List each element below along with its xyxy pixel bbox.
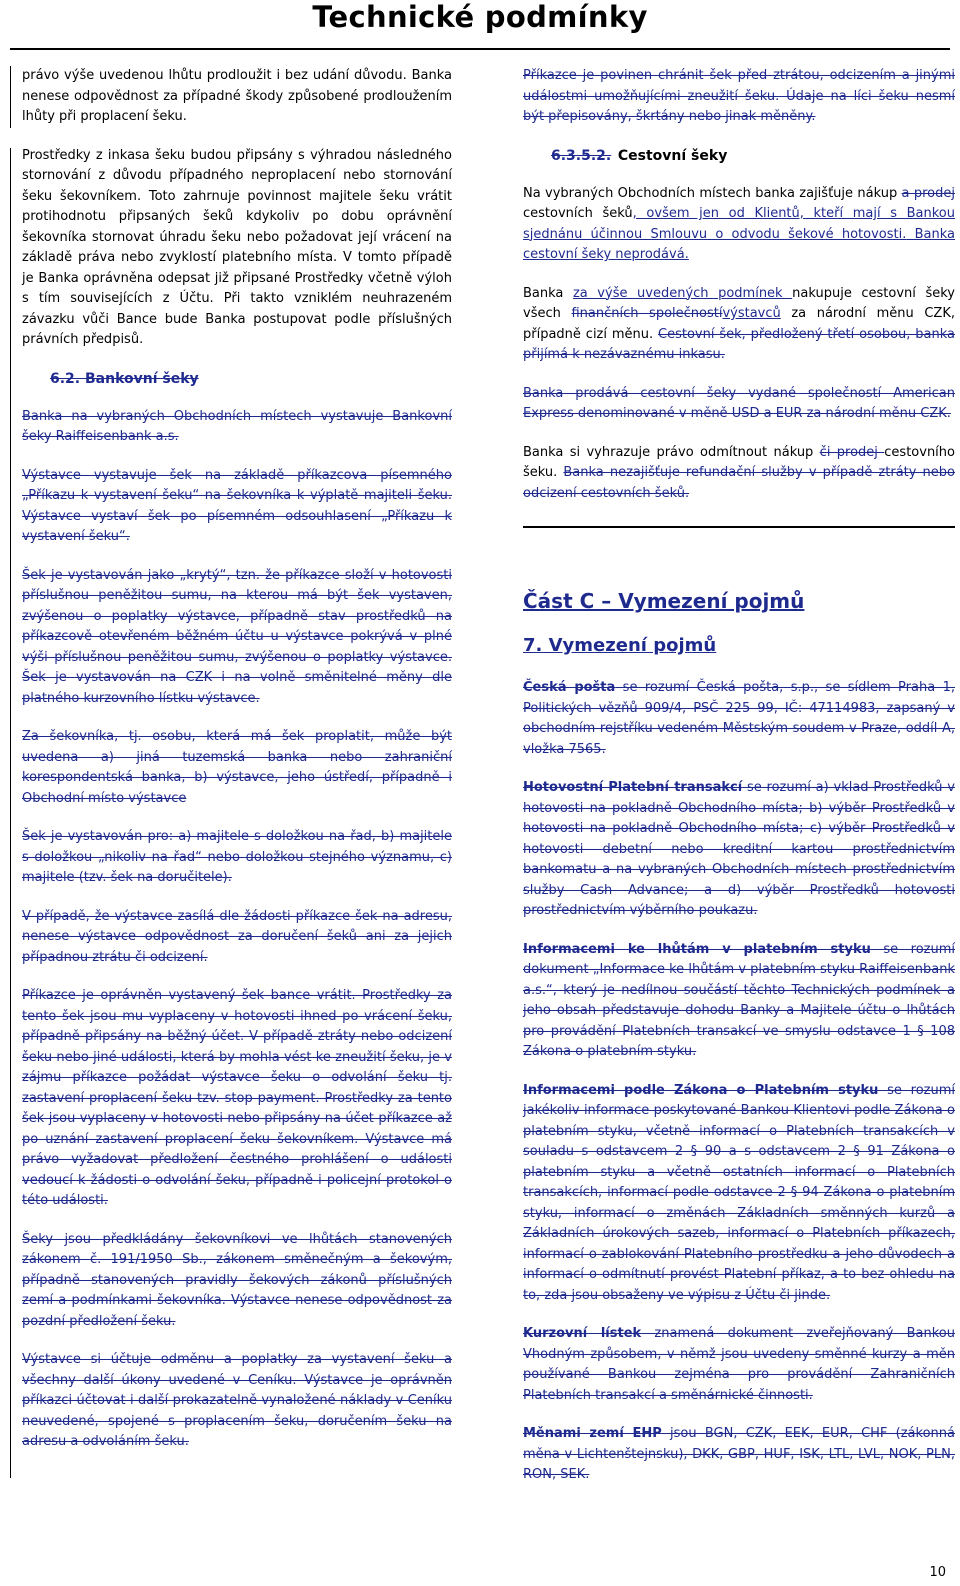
definition bbox=[523, 778, 955, 922]
definition-text: a bbox=[912, 1346, 921, 1362]
paragraph: právo výše uvedenou lhůtu prodloužit i bez udání důvodu. Banka nenese odpovědnost za případné škody způsobené prodloužením lhůty při proplacení šeku. bbox=[22, 68, 452, 124]
section-number: 6.3.5.2. bbox=[551, 147, 612, 164]
definition-term: Česká pošta bbox=[523, 680, 616, 695]
paragraph bbox=[523, 184, 955, 266]
definition bbox=[523, 1324, 955, 1406]
section-heading-6-2: 6.2. Bankovní šeky bbox=[50, 370, 199, 387]
paragraph: Výstavce vystavuje šek na základě příkazcova písemného „Příkazu k vystavení šeku“ na šekovníka k výplatě majiteli šeku. Výstavce vystaví šek po písemném odsouhlasení „Příkazu k vystavení šeku“. bbox=[22, 467, 452, 544]
deleted-text: Banka nezajišťuje refundační služby v případě ztráty nebo odcizení cestovních šeků. bbox=[523, 465, 955, 501]
paragraph: Příkazce je oprávněn vystavený šek bance vrátit. Prostředky za tento šek jsou mu vyplaceny v hotovosti ihned po vrácení šeku, případně připsány na běžný účet. V případě ztráty nebo odcizení šeku nebo jiné události, která by mohla vést ke zneužití šeku, je v zájmu příkazce požádat výstavce šeku o odvolání šeku tj. zastavení proplacení šeku tzv. stop payment. Prostředky za tento šek jsou vyplaceny v hotovosti nebo připsány na účet příkazce až po uznání zastavení proplacení šeku šekovníkem. Výstavce má právo vyžadovat předložení čestného prohlášení o události vedoucí k žádosti o odvolání šeku, případně i policejní protokol o této události. bbox=[22, 988, 452, 1208]
deleted-text: či prodej bbox=[819, 444, 885, 460]
definition-term: Informacemi ke lhůtám v platebním styku bbox=[523, 941, 871, 957]
definition-term: Hotovostní Platební transakcí bbox=[523, 780, 743, 795]
paragraph: Banka prodává cestovní šeky vydané společností American Express denominované v měně USD a EUR za národní měnu CZK. bbox=[523, 385, 955, 421]
definition-term: Informacemi podle Zákona o Platebním styku bbox=[523, 1082, 879, 1098]
deleted-text: finančních společností bbox=[571, 306, 723, 321]
section-title: Cestovní šeky bbox=[617, 147, 728, 164]
paragraph: Prostředky z inkasa šeku budou připsány s výhradou následného stornování z důvodu případného neproplacení nebo stornování šeku šekovníkem. Toto zahrnuje povinnost majitele šeku vrátit protihodnotu připsaných šeků kdykoliv po dobu oprávnění šekovníka stornovat úhradu šeku nebo požadovat její vrácení na základě práva nebo zvyklostí platebního místa. V tomto případě je Banka oprávněna odepsat již připsané Prostředky včetně výloh s tím souvisejících z Účtu. Při takto vzniklém neuhrazeném závazku vůči Bance bude Banka postupovat podle příslušných právních předpisů. bbox=[22, 147, 452, 347]
inserted-text: za výše uvedených podmínek bbox=[572, 285, 793, 301]
paragraph: Banka na vybraných Obchodních místech vystavuje Bankovní šeky Raiffeisenbank a.s. bbox=[22, 408, 452, 444]
paragraph: Příkazce je povinen chránit šek před ztrátou, odcizením a jinými událostmi umožňujícími zneužití šeku. Údaje na líci šeku nesmí být přepisovány, škrtány nebo jinak měněny. bbox=[523, 68, 955, 124]
paragraph: V případě, že výstavce zasílá dle žádosti příkazce šek na adresu, nenese výstavce odpovědnost za doručení šeků ani za jejich případnou ztrátu či odcizení. bbox=[22, 908, 452, 965]
text-run: Banka bbox=[523, 285, 573, 301]
paragraph: Šek je vystavován jako „krytý“, tzn. že příkazce složí v hotovosti příslušnou peněžitou sumu, na kterou má být šek vystaven, zvýšenou o poplatky výstavce, případně stav prostředků na příkazcově otevřeném běžném účtu u výstavce pokrývá v plné výši příslušnou peněžitou sumu, zvýšenou o poplatky výstavce. Šek je vystavován na CZK i na volně směnitelné měny dle platného kurzovního lístku výstavce. bbox=[22, 567, 452, 706]
definition-text: se rozumí Česká pošta, s.p., se sídlem Praha 1, Politických vězňů 909/4, PSČ 225 99, IČ: 47114983, zapsaný v obchodním rejstříku vedeném Městským soudem v Praze, oddíl A, vložka 7565. bbox=[523, 680, 955, 757]
inserted-text: Banka cestovní šeky neprodává. bbox=[523, 226, 956, 262]
deleted-text: Cestovní šek, předložený třetí osobou, banka přijímá k nezávaznému inkasu. bbox=[523, 326, 955, 362]
definition-text: se rozumí a) vklad Prostředků v hotovosti na pokladně Obchodního místa; b) výběr Prostředků v hotovosti na pokladně Obchodního místa; c) výběr Prostředků v hotovosti debetní nebo kreditní kartou prostřednictvím bankomatu a na vybraných Obchodních místech prostřednictvím služby Cash Advance; a d) výběr Prostředků hotovosti prostřednictvím výběrního poukazu. bbox=[523, 780, 955, 918]
definition bbox=[523, 940, 955, 1063]
part-heading: Část C – Vymezení pojmů bbox=[523, 589, 805, 613]
chapter-heading: 7. Vymezení pojmů bbox=[523, 635, 717, 656]
paragraph: Za šekovníka, tj. osobu, která má šek proplatit, může být uvedena a) jiná tuzemská banka nebo zahraniční korespondentská banka, b) výstavce, jeho ústředí, případně i Obchodní místo výstavce bbox=[22, 729, 452, 806]
definition-term: Měnami zemí EHP bbox=[523, 1426, 662, 1441]
definition-text: znamená dokument zveřejňovaný Bankou Vhodným způsobem, v němž jsou uvedeny směnné kurzy bbox=[523, 1326, 955, 1362]
paragraph: Šeky jsou předkládány šekovníkovi ve lhůtách stanovených zákonem č. 191/1950 Sb., zákonem směnečným a šekovým, případně stanovených pravidly šekových zákonů příslušných zemí a podmínkami šekovníka. Výstavce nenese odpovědnost za pozdní předložení šeku. bbox=[22, 1231, 452, 1329]
paragraph bbox=[523, 284, 955, 366]
definition bbox=[523, 1424, 955, 1486]
definition-text: se rozumí jakékoliv informace poskytované Bankou Klientovi podle Zákona o platebním styku, včetně informací o Platebních transakcích v souladu s odstavcem 2 § 90 a s odstavcem 2 § 91 Zákona o platebním styku a včetně ostatních informací o Platebních transakcích, informací podle odstavce 2 § 94 Zákona o platebním styku, informací o změnách Základních směnných kurzů a Základních úrokových sazeb, informací o Platebních příkazech, informací o zablokování Platebního prostředku a jeho důvodech a informací o odmítnutí provést Platební příkaz, a to bez ohledu na to, zda jsou obsaženy ve výpisu z Účtu či jinde. bbox=[523, 1082, 955, 1303]
paragraph bbox=[523, 443, 955, 505]
section-heading-6-3-5-2 bbox=[551, 146, 955, 166]
definition-text: jsou BGN, CZK, EEK, EUR, CHF (zákonná měna v Lichtenštejnsku), DKK, GBP, HUF, ISK, LTL, LVL, NOK, PLN, RON, SEK. bbox=[523, 1426, 955, 1482]
inserted-text: , ovšem jen od Klientů, kteří mají s Bankou sjednánu účinnou Smlouvu o odvodu šekové hotovosti. bbox=[523, 206, 956, 242]
paragraph: Výstavce si účtuje odměnu a poplatky za vystavení šeku a všechny další úkony uvedené v Ceníku. Výstavce je oprávněn příkazci účtovat i další prokazatelně vynaložené náklady v Ceníku neuvedené, spojené s proplacením šeku, doručením šeku na adresu a odvoláním šeku. bbox=[22, 1352, 452, 1449]
definition-term: Kurzovní lístek bbox=[523, 1326, 642, 1341]
change-bar bbox=[10, 148, 11, 1478]
inserted-text: výstavců bbox=[722, 306, 781, 321]
definition-text: se rozumí dokument „Informace ke lhůtám v platebním styku Raiffeisenbank a.s.“, který je nedílnou součástí těchto Technických podmínek a jeho obsah představuje dohodu Banky a Majitele účtu o lhůtách pro provádění Platebních transakcí ve smyslu odstavce 1 § 108 Zákona o platebním styku. bbox=[523, 941, 955, 1059]
right-column bbox=[523, 66, 955, 1504]
text-run: nakupuje cestovní šeky všech bbox=[523, 285, 955, 321]
definition-text: měn používané Bankou zejména pro provádění Zahraničních Platebních transakcí a směnárnické činnosti. bbox=[523, 1346, 955, 1403]
text-run: Na vybraných Obchodních místech banka zajišťuje nákup bbox=[523, 185, 902, 201]
page-number: 10 bbox=[929, 1565, 946, 1580]
text-run: za národní měnu CZK, případně cizí měnu. bbox=[523, 306, 955, 342]
definition bbox=[523, 1081, 955, 1307]
text-run: Banka si vyhrazuje právo odmítnout nákup bbox=[523, 444, 820, 460]
definition bbox=[523, 678, 955, 760]
text-run: cestovního šeku. bbox=[523, 444, 955, 480]
left-column bbox=[22, 66, 452, 1471]
title-rule bbox=[10, 48, 950, 50]
change-bar bbox=[10, 66, 11, 128]
paragraph: Šek je vystavován pro: a) majitele s doložkou na řad, b) majitele s doložkou „nikoliv na řad“ nebo doložkou stejného významu, c) majitele (tzv. šek na doručitele). bbox=[22, 829, 452, 885]
text-run: cestovních šeků bbox=[523, 206, 633, 221]
page-title: Technické podmínky bbox=[312, 0, 648, 34]
deleted-text: a prodej bbox=[901, 185, 955, 201]
section-divider bbox=[523, 526, 955, 528]
